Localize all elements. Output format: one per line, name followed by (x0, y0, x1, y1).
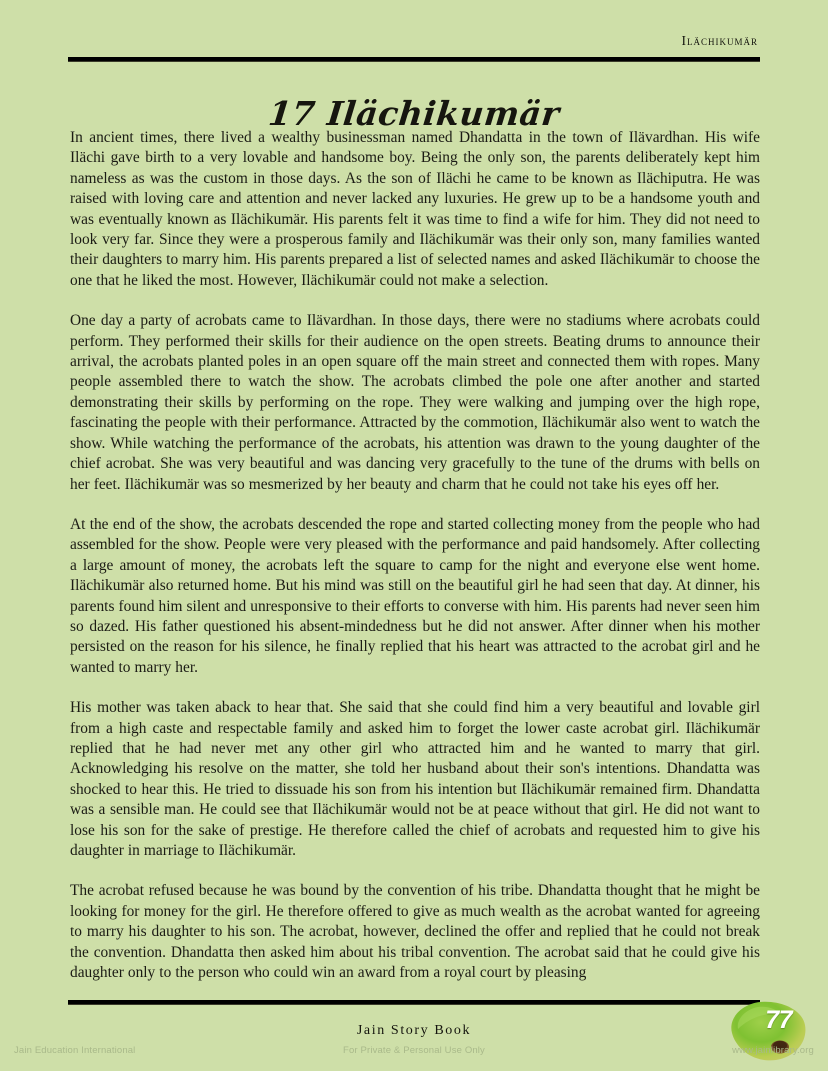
page-title: 17 Ilächikumär (266, 94, 562, 134)
page-number: 77 (765, 1006, 792, 1034)
watermark-right: www.jainlibrary.org (732, 1045, 814, 1056)
watermark-center: For Private & Personal Use Only (343, 1045, 485, 1056)
paragraph: The acrobat refused because he was bound by the convention of his tribe. Dhandatta thought that he might be looking for money for the girl. He therefore offered to give as much wealth as the acrobat wanted for agreeing to marry his daughter to his son. The acrobat, however, declined the offer and replied that he could not break the convention. Dhandatta then asked him about his tribal convention. The acrobat said that he could give his daughter only to the person who could win an award from a royal court by pleasing (70, 882, 760, 982)
paragraph: In ancient times, there lived a wealthy businessman named Dhandatta in the town of Ilävardhan. His wife Ilächi gave birth to a very lovable and handsome boy. Being the only son, the parents deliberately kept him nameless as was the custom in those days. As the son of Ilächi he came to be known as Ilächiputra. He was raised with loving care and attention and never lacked any luxuries. He grew up to be a handsome youth and was eventually known as Ilächikumär. His parents felt it was time to find a wife for him. They did not need to look very far. Since they were a prosperous family and Ilächikumär was their only son, many families wanted their daughters to marry him. His parents prepared a list of selected names and asked Ilächikumär to choose the one that he liked the most. However, Ilächikumär could not make a selection. (70, 129, 760, 289)
body-text-column (70, 128, 760, 983)
header-rule (68, 57, 760, 62)
footer-rule (68, 1000, 760, 1005)
paragraph: At the end of the show, the acrobats descended the rope and started collecting money from the people who had assembled for the show. People were very pleased with the performance and paid handsomely. After collecting a large amount of money, the acrobats left the square to camp for the night and everyone else went home. Ilächikumär also returned home. But his mind was still on the beautiful girl he had seen that day. At dinner, his parents found him silent and unresponsive to their efforts to converse with him. His parents had never seen him so dazed. His father questioned his absent-mindedness but he did not answer. After dinner when his mother persisted on the reason for his silence, he finally replied that his heart was attracted to the acrobat girl and he wanted to marry her. (70, 515, 760, 676)
paragraph: His mother was taken aback to hear that. She said that she could find him a very beautiful and lovable girl from a high caste and respectable family and asked him to forget the lower caste acrobat girl. Ilächikumär replied that he had never met any other girl who attracted him and he wanted to marry that girl. Acknowledging his resolve on the matter, she told her husband about their son's intentions. Dhandatta was shocked to hear this. He tried to dissuade his son from his intention but Ilächikumär remained firm. Dhandatta was a sensible man. He could see that Ilächikumär would not be at peace without that girl. He did not want to lose his son for the sake of prestige. He therefore called the chief of acrobats and requested him to give his daughter in marriage to Ilächikumär. (70, 699, 760, 859)
watermark-left: Jain Education International (14, 1045, 136, 1056)
footer-book-title: Jain Story Book (356, 1023, 472, 1038)
paragraph: One day a party of acrobats came to Ilävardhan. In those days, there were no stadiums where acrobats could perform. They performed their skills for their audience on the open streets. Beating drums to announce their arrival, the acrobats planted poles in an open square off the main street and connected them with ropes. Many people assembled there to watch the show. The acrobats climbed the pole one after another and started demonstrating their skills by performing on the rope. They were walking and jumping over the high rope, fascinating the people with their performance. Attracted by the commotion, Ilächikumär also went to watch the show. While watching the performance of the acrobats, his attention was drawn to the young daughter of the chief acrobat. She was very beautiful and was dancing very gracefully to the tune of the drums with bells on her feet. Ilächikumär was so mesmerized by her beauty and charm that he could not take his eyes off her. (70, 312, 760, 493)
running-header: Ilächikumär (681, 33, 758, 48)
